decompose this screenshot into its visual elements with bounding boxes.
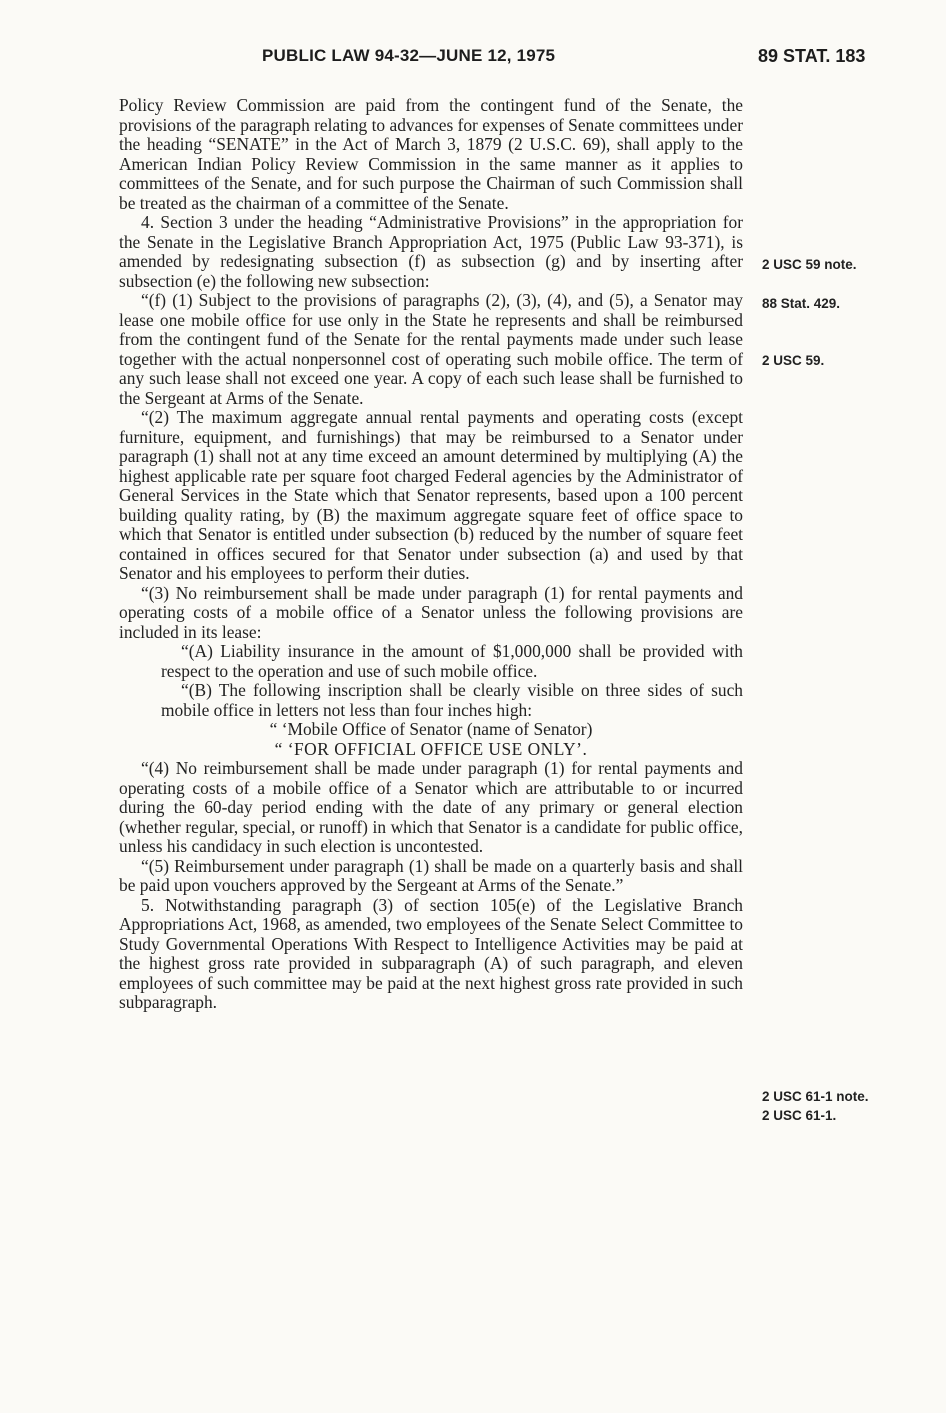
paragraph-section-5: 5. Notwithstanding paragraph (3) of section 105(e) of the Legislative Branch Appropriations Act, 1968, as amended, two employees of the Senate Select Committee to Study Governmental Operations With Respect to Intelligence Activities may be paid at the highest gross rate provided in subparagraph (A) of such paragraph, and eleven employees of such committee may be paid at the next highest gross rate provided in such subparagraph.	[119, 894, 743, 1012]
statute-page-number: 89 STAT. 183	[758, 46, 866, 66]
inscription-line-2: “ ‘FOR OFFICIAL OFFICE USE ONLY’.	[274, 738, 588, 759]
paragraph-clause-a: “(A) Liability insurance in the amount of $1,000,000 shall be provided with respect to the operation and use of such mobile office.	[161, 641, 743, 681]
inscription-line-1: “ ‘Mobile Office of Senator (name of Senator)	[269, 719, 593, 739]
running-header-title: PUBLIC LAW 94-32—JUNE 12, 1975	[262, 46, 556, 65]
margin-note-2-usc-59-note: 2 USC 59 note.	[762, 257, 857, 272]
paragraph-subsection-f3: “(3) No reimbursement shall be made under paragraph (1) for rental payments and operating costs of a mobile office of a Senator unless the following provisions are included in its lease:	[119, 582, 743, 642]
paragraph-subsection-f2: “(2) The maximum aggregate annual rental payments and operating costs (except furniture, equipment, and furnishings) that may be reimbursed to a Senator under paragraph (1) shall not at any time exceed an amount determined by multiplying (A) the highest applicable rate per square foot charged Federal agencies by the Administrator of General Services in the State which that Senator represents, based upon a 100 percent building quality rating, by (B) the maximum aggregate square feet of office space to which that Senator is entitled under subsection (b) reduced by the number of square feet contained in offices secured for that Senator under subsection (a) and used by that Senator and his employees to perform their duties.	[119, 407, 743, 583]
margin-note-2-usc-61-1: 2 USC 61-1.	[762, 1108, 837, 1123]
paragraph-subsection-f5: “(5) Reimbursement under paragraph (1) shall be made on a quarterly basis and shall be paid upon vouchers approved by the Sergeant at Arms of the Senate.”	[119, 855, 743, 895]
paragraph-subsection-f4: “(4) No reimbursement shall be made under paragraph (1) for rental payments and operating costs of a mobile office of a Senator which are attributable to or incurred during the 60-day period ending with the date of any primary or general election (whether regular, special, or runoff) in which that Senator is a candidate for public office, unless his candidacy in such election is uncontested.	[119, 758, 743, 856]
margin-note-2-usc-61-1-note: 2 USC 61-1 note.	[762, 1089, 869, 1104]
paragraph-subsection-f1: “(f) (1) Subject to the provisions of paragraphs (2), (3), (4), and (5), a Senator may lease one mobile office for use only in the State he represents and shall be reimbursed from the contingent fund of the Senate for the rental payments made under such lease together with the actual nonpersonnel cost of operating such mobile office. The term of any such lease shall not exceed one year. A copy of each such lease shall be furnished to the Sergeant at Arms of the Senate.	[119, 290, 743, 408]
margin-note-88-stat-429: 88 Stat. 429.	[762, 296, 841, 311]
document-body	[119, 96, 743, 1013]
paragraph-section-4: 4. Section 3 under the heading “Administrative Provisions” in the appropriation for the Senate in the Legislative Branch Appropriation Act, 1975 (Public Law 93-371), is amended by redesignating subsection (f) as subsection (g) and by inserting after subsection (e) the following new subsection:	[119, 212, 743, 291]
margin-note-2-usc-59: 2 USC 59.	[762, 353, 825, 368]
paragraph-continuation: Policy Review Commission are paid from the contingent fund of the Senate, the provisions of the paragraph relating to advances for expenses of Senate committees under the heading “SENATE” in the Act of March 3, 1879 (2 U.S.C. 69), shall apply to the American Indian Policy Review Commission in the same manner as it applies to committees of the Senate, and for such purpose the Chairman of such Commission shall be treated as the chairman of a committee of the Senate.	[119, 95, 743, 213]
paragraph-clause-b: “(B) The following inscription shall be clearly visible on three sides of such mobile office in letters not less than four inches high:	[161, 680, 743, 720]
